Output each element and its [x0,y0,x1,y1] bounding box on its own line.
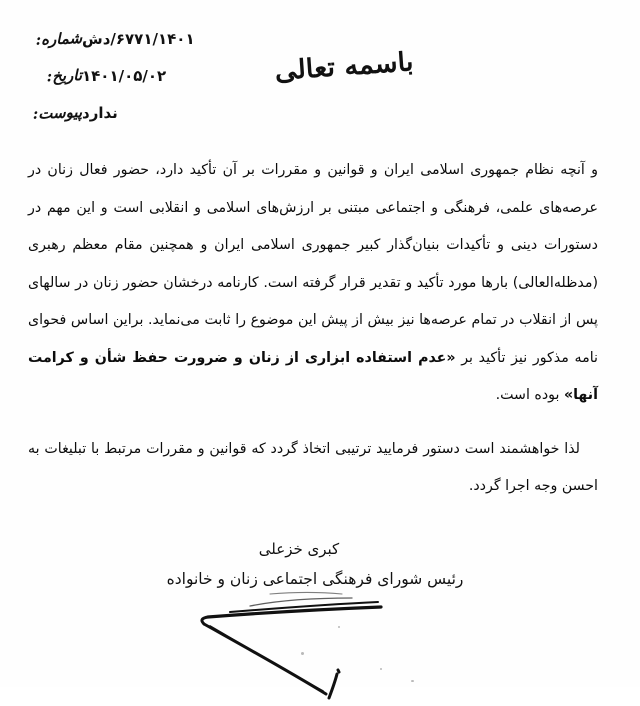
meta-row-number [30,30,280,67]
letter-meta-fields [30,30,280,141]
paragraph-1-text-after-quote: بوده است. [495,387,564,403]
scan-speck [411,680,414,682]
scan-speck [380,668,382,670]
body-paragraph-2: لذا خواهشمند است دستور فرمایید ترتیبی اتخاذ گردد که قوانین و مقررات مرتبط با تبلیغات به احسن وجه اجرا گردد. [28,440,598,494]
basmala-calligraphy: باسمه تعالی [273,47,415,87]
number-value: ۶۷۷۱/۱۴۰۱/دش [82,30,195,48]
date-value: ۱۴۰۱/۰۵/۰۲ [82,67,167,85]
letter-header [0,28,640,138]
paragraph-1-text-before-quote: و آنچه نظام جمهوری اسلامی ایران و قوانین و مقررات بر آن تأکید دارد، حضور فعال زنان در عرصه‌های علمی، فرهنگی و اجتماعی مبتنی بر ارزش‌های اسلامی و انقلابی است و این مهم در دستورات دینی و تأکیدات بنیان‌گذار کبیر جمهوری اسلامی ایران و همچنین مقام معظم رهبری (مدظله‌العالی) بارها مورد تأکید و تقدیر قرار گرفته است. کارنامه درخشان حضور زنان در سالهای پس از انقلاب در تمام عرصه‌ها نیز بیش از پیش این موضوع را ثابت می‌نماید. براین اساس فحوای نامه مذکور نیز تأکید بر [28,162,598,366]
attachment-value: ندارد [82,104,118,122]
body-paragraph-1 [28,152,598,415]
number-label: شماره: [35,29,83,49]
handwritten-signature-icon [130,586,430,706]
scan-speck [338,626,340,628]
attachment-label: پیوست: [32,103,83,123]
scan-speck [301,652,304,655]
meta-row-date [30,67,280,104]
signer-title: رئیس شورای فرهنگی اجتماعی زنان و خانواده [166,570,464,588]
signer-name: کبری خزعلی [258,540,340,558]
signature-block [0,540,640,588]
meta-row-attachment [30,104,280,141]
letter-body [28,152,598,510]
date-label: تاریخ: [46,66,83,86]
paragraph-1-emphasized-quote: «عدم استفاده ابزاری از زنان و ضرورت حفظ شأن و کرامت آنها» [28,349,598,403]
